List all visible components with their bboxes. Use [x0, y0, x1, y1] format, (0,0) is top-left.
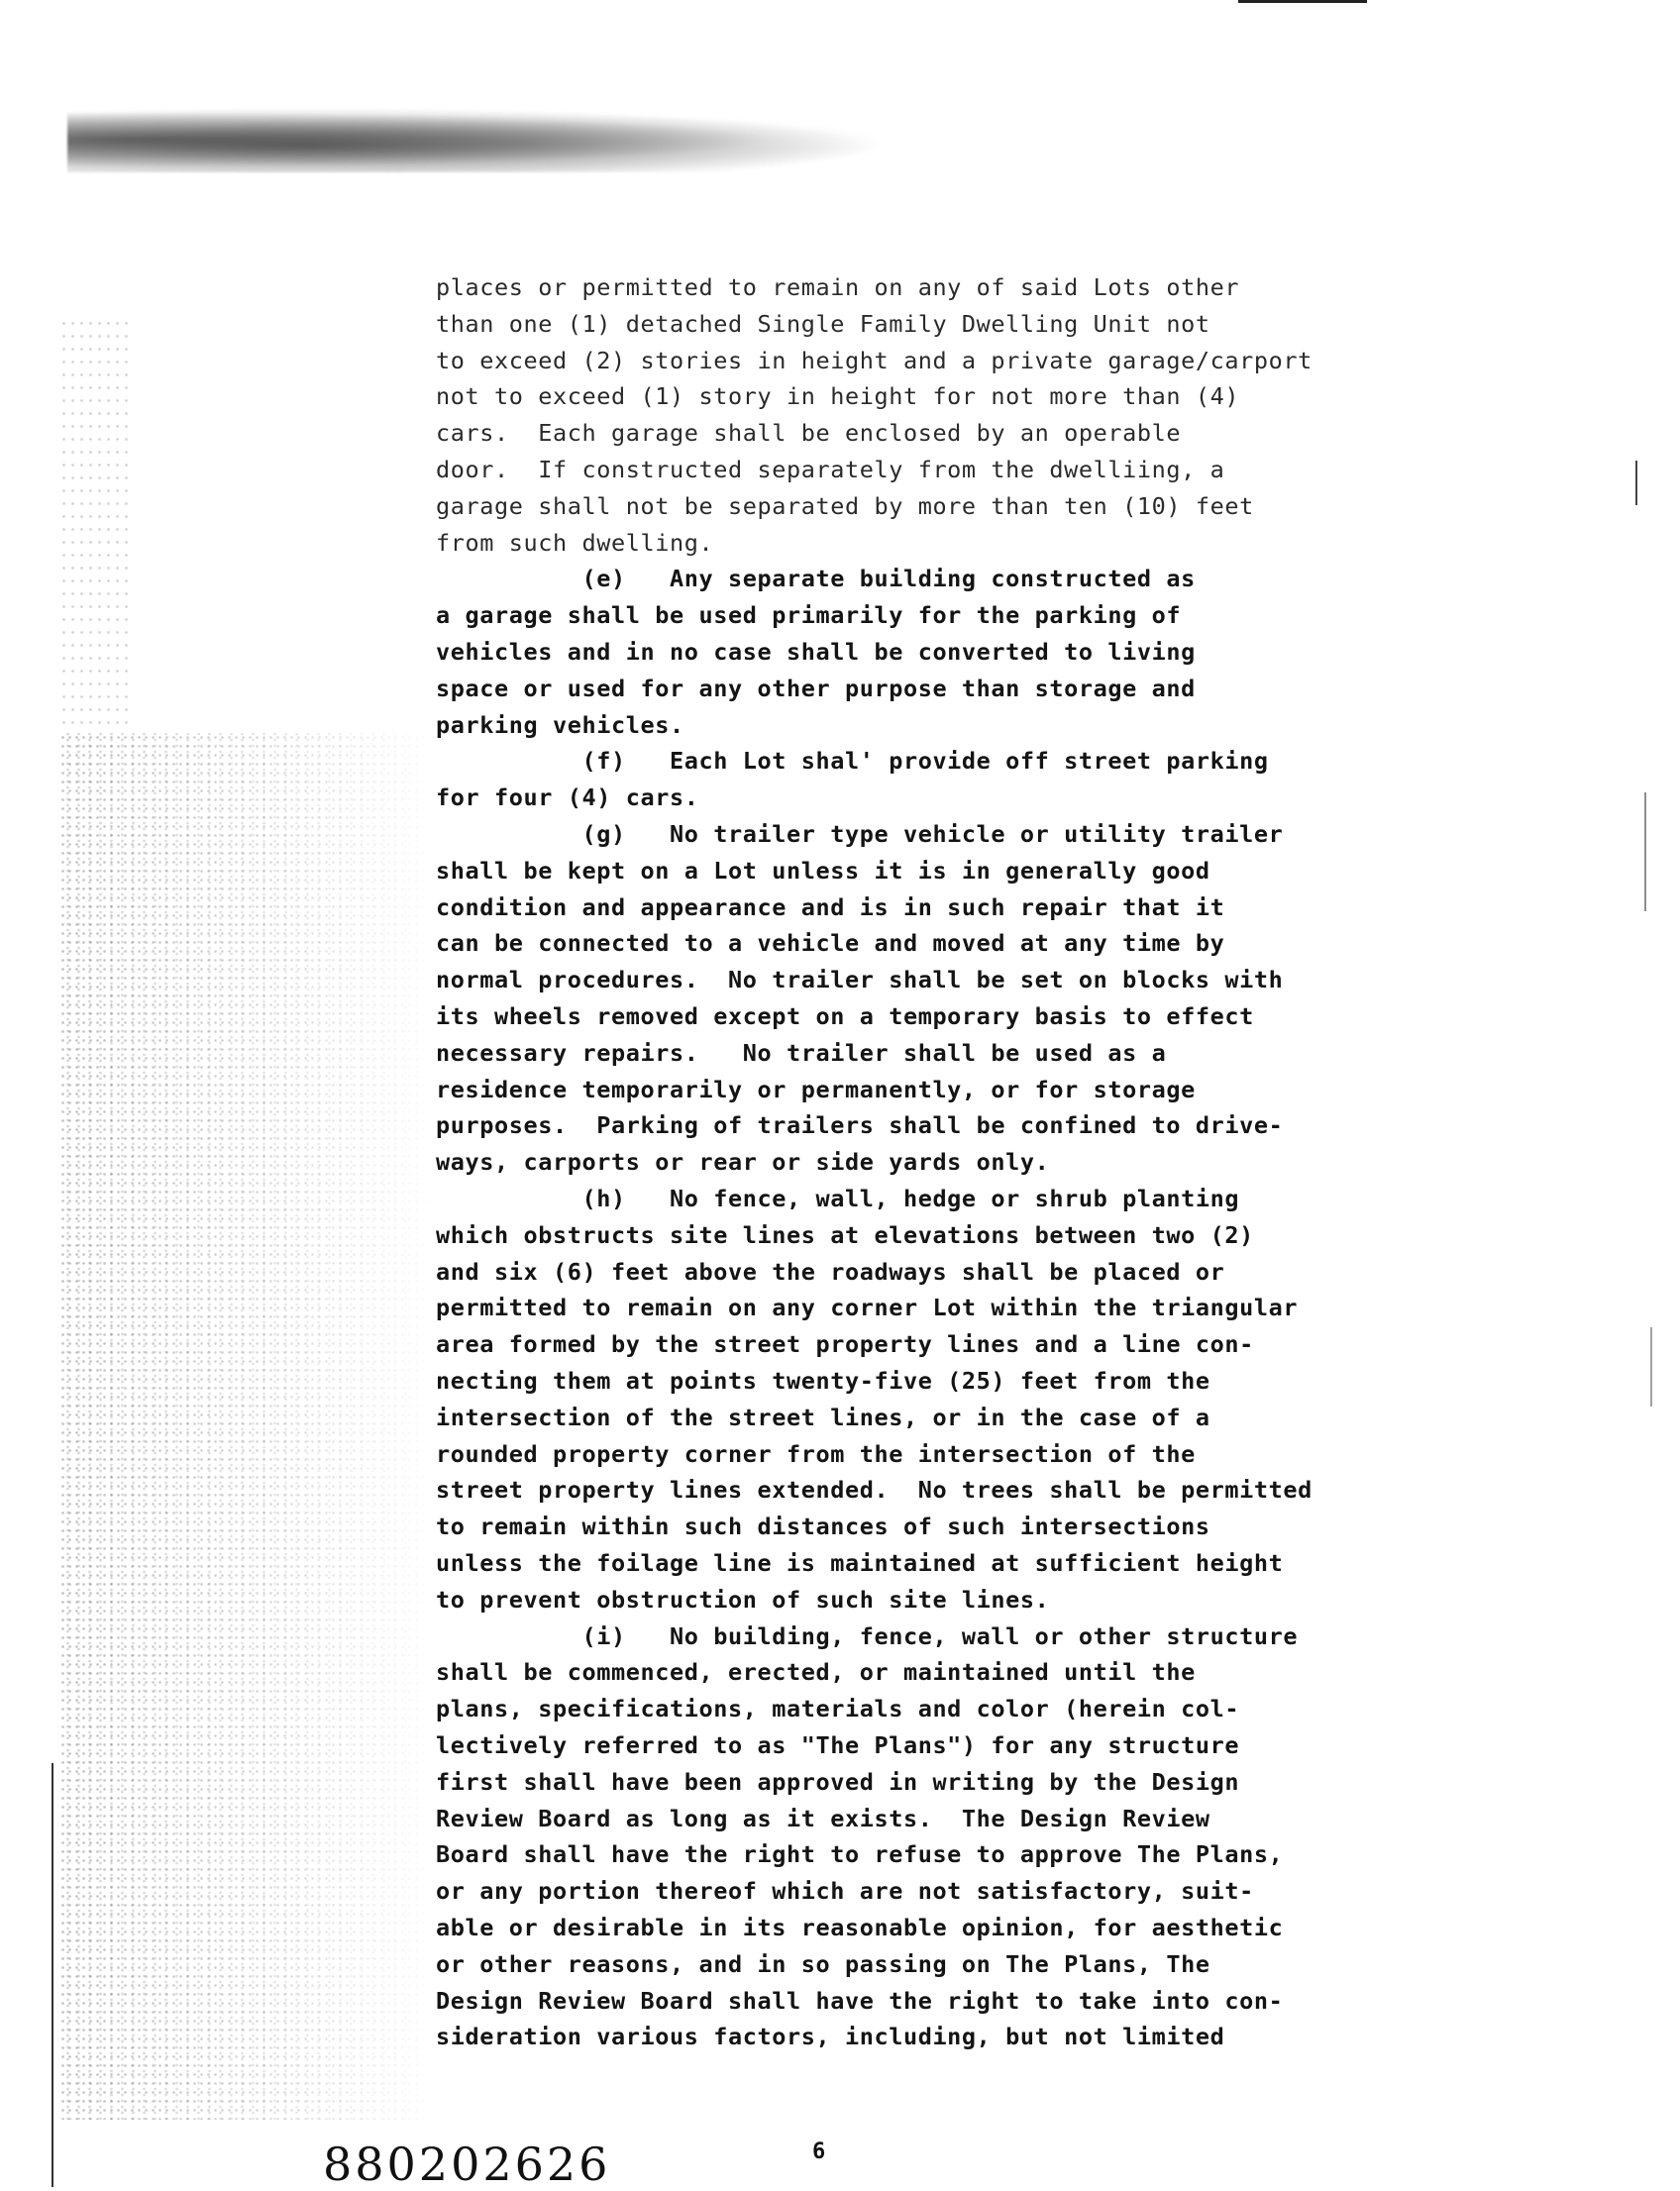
text-line: first shall have been approved in writing by the Design: [436, 1767, 1240, 1796]
text-line: necessary repairs. No trailer shall be used as a: [436, 1038, 1167, 1067]
text-line: cars. Each garage shall be enclosed by an operable: [436, 419, 1182, 448]
text-line: purposes. Parking of trailers shall be confined to drive-: [436, 1111, 1284, 1140]
text-line: permitted to remain on any corner Lot within the triangular: [436, 1294, 1299, 1322]
document-number: 880202626: [323, 2138, 611, 2191]
text-line: sideration various factors, including, but not limited: [436, 2023, 1225, 2051]
scan-right-mark: [1644, 792, 1646, 911]
text-line: to prevent obstruction of such site lines.: [436, 1585, 1050, 1614]
text-line: not to exceed (1) story in height for not more than (4): [436, 382, 1240, 411]
text-line: condition and appearance and is in such repair that it: [436, 892, 1225, 921]
text-line: or any portion thereof which are not satisfactory, suit-: [436, 1877, 1254, 1906]
text-line: from such dwelling.: [436, 528, 714, 557]
scan-right-mark: [1650, 1327, 1652, 1407]
text-line: (e) Any separate building constructed as: [436, 565, 1196, 593]
text-line: which obstructs site lines at elevations between two (2): [436, 1220, 1254, 1249]
scan-edge-mark: [1238, 0, 1367, 3]
text-line: vehicles and in no case shall be converted to living: [436, 638, 1196, 666]
text-line: Board shall have the right to refuse to approve The Plans,: [436, 1840, 1284, 1869]
text-line: can be connected to a vehicle and moved at any time by: [436, 929, 1225, 958]
text-line: necting them at points twenty-five (25) feet from the: [436, 1367, 1210, 1395]
text-line: (i) No building, fence, wall or other structure: [436, 1621, 1299, 1650]
text-line: or other reasons, and in so passing on The Plans, The: [436, 1949, 1210, 1978]
text-line: area formed by the street property lines and a line con-: [436, 1330, 1254, 1359]
text-line: a garage shall be used primarily for the parking of: [436, 601, 1182, 630]
text-line: (h) No fence, wall, hedge or shrub planting: [436, 1185, 1240, 1212]
text-line: door. If constructed separately from the dwelliing, a: [436, 456, 1225, 483]
scan-smudge: [67, 107, 880, 172]
text-line: for four (4) cars.: [436, 783, 699, 812]
text-line: (g) No trailer type vehicle or utility trailer: [436, 820, 1284, 848]
scan-left-rule: [52, 1763, 53, 2187]
text-line: and six (6) feet above the roadways shall be placed or: [436, 1257, 1225, 1286]
text-line: normal procedures. No trailer shall be set on blocks with: [436, 966, 1284, 994]
text-line: parking vehicles.: [436, 710, 684, 739]
text-line: its wheels removed except on a temporary basis to effect: [436, 1002, 1254, 1030]
text-line: lectively referred to as "The Plans") for any structure: [436, 1731, 1240, 1759]
text-line: street property lines extended. No trees shall be permitted: [436, 1476, 1312, 1505]
text-line: intersection of the street lines, or in the case of a: [436, 1403, 1210, 1431]
scan-right-mark: [1635, 461, 1637, 505]
scan-noise: [59, 733, 436, 2120]
page-number: 6: [812, 2139, 826, 2164]
text-line: to exceed (2) stories in height and a private garage/carport: [436, 346, 1312, 374]
text-line: space or used for any other purpose than storage and: [436, 674, 1196, 702]
text-line: to remain within such distances of such intersections: [436, 1513, 1210, 1541]
text-line: ways, carports or rear or side yards only.: [436, 1148, 1050, 1177]
text-line: rounded property corner from the intersection of the: [436, 1439, 1196, 1468]
text-line: Review Board as long as it exists. The Design Review: [436, 1804, 1210, 1832]
text-line: plans, specifications, materials and color (herein col-: [436, 1695, 1240, 1723]
text-line: unless the foilage line is maintained at sufficient height: [436, 1549, 1284, 1577]
text-line: than one (1) detached Single Family Dwelling Unit not: [436, 309, 1210, 338]
text-line: able or desirable in its reasonable opinion, for aesthetic: [436, 1914, 1284, 1941]
text-line: Design Review Board shall have the right to take into con-: [436, 1986, 1284, 2015]
text-line: shall be kept on a Lot unless it is in generally good: [436, 856, 1210, 885]
text-line: places or permitted to remain on any of said Lots other: [436, 273, 1240, 301]
scan-noise-upper: [59, 317, 129, 733]
text-line: shall be commenced, erected, or maintained until the: [436, 1658, 1196, 1687]
text-line: (f) Each Lot shal' provide off street parking: [436, 747, 1269, 776]
text-line: garage shall not be separated by more than ten (10) feet: [436, 491, 1254, 520]
text-line: residence temporarily or permanently, or for storage: [436, 1075, 1196, 1103]
